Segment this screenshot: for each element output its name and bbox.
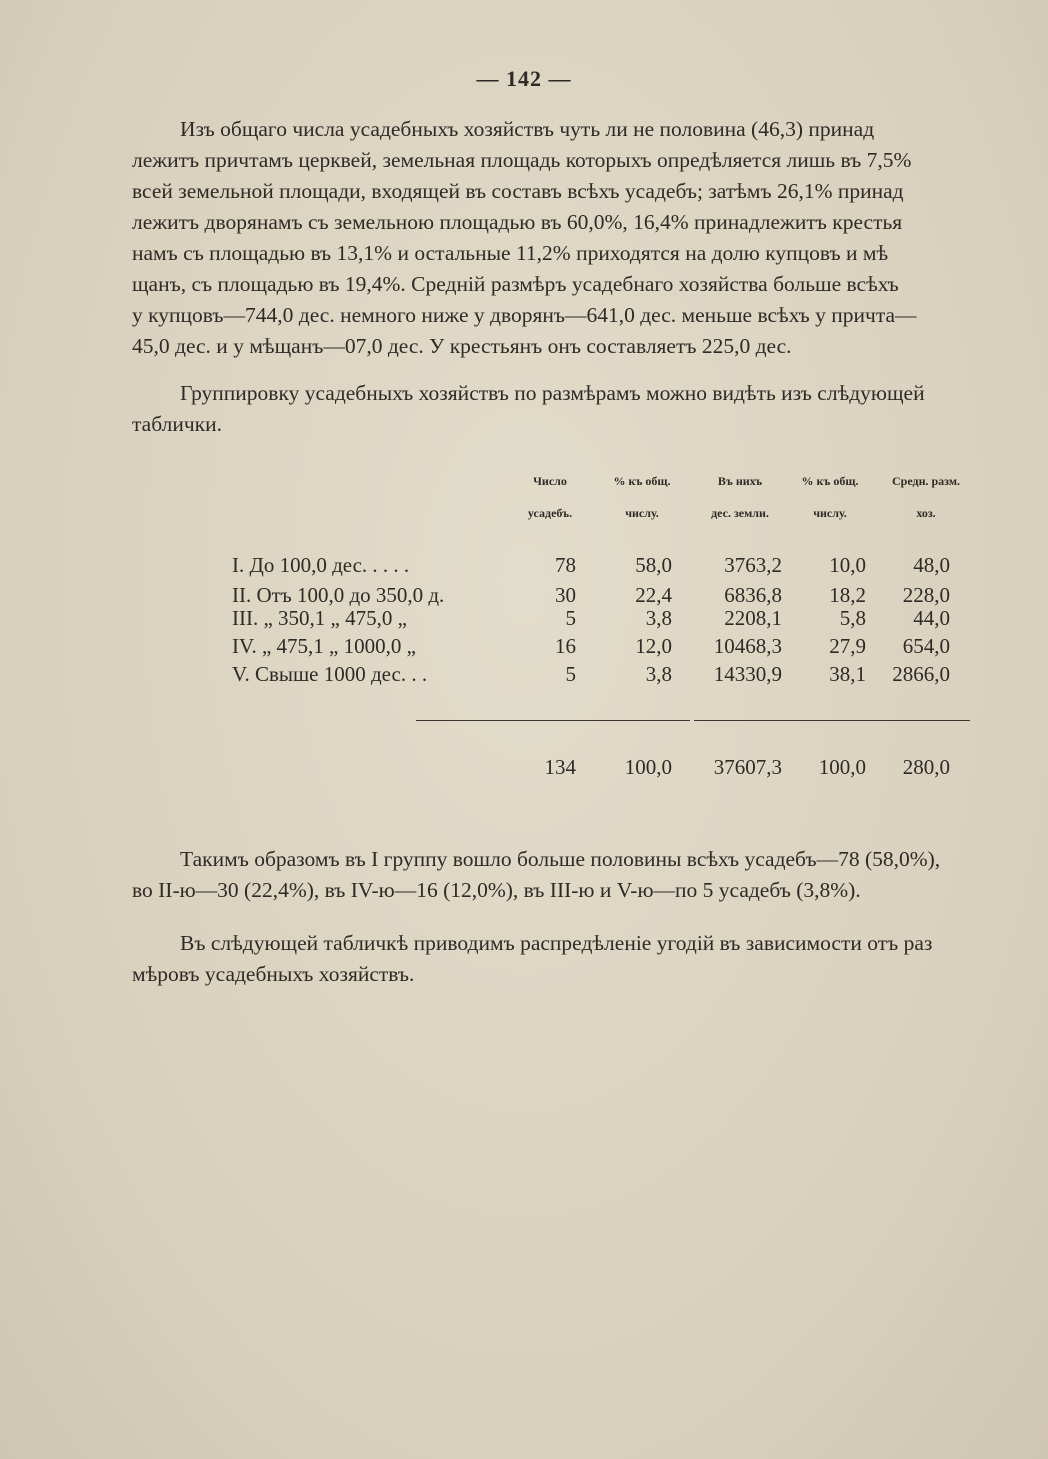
column-header: % къ общ. <box>801 474 859 488</box>
cell-land-percent: 5,8 <box>839 606 866 630</box>
cell-count: 5 <box>565 606 576 630</box>
cell-land-percent: 10,0 <box>829 553 866 577</box>
row-label: IV. „ 475,1 „ 1000,0 „ <box>232 634 416 658</box>
column-header: % къ общ. <box>613 474 671 488</box>
cell-land: 10468,3 <box>713 634 782 658</box>
total-percent: 100,0 <box>624 755 672 779</box>
text-line: Въ слѣдующей табличкѣ приводимъ распредѣленіе угодій въ зависимости отъ раз <box>180 931 933 955</box>
row-label: II. Отъ 100,0 до 350,0 д. <box>232 583 445 607</box>
cell-count: 16 <box>555 634 576 658</box>
table-rule <box>694 720 970 721</box>
text-line: намъ съ площадью въ 13,1% и остальные 11,2% приходятся на долю купцовъ и мѣ <box>132 241 889 265</box>
cell-percent: 3,8 <box>645 606 672 630</box>
row-label: V. Свыше 1000 дес. . . <box>232 662 428 686</box>
cell-land-percent: 18,2 <box>829 583 866 607</box>
cell-count: 78 <box>555 553 576 577</box>
column-header: Число <box>533 474 567 488</box>
cell-land-percent: 27,9 <box>829 634 866 658</box>
cell-percent: 12,0 <box>635 634 672 658</box>
paragraph-group-summary <box>132 844 1048 906</box>
cell-percent: 3,8 <box>645 662 672 686</box>
column-header: числу. <box>813 506 847 520</box>
column-header: числу. <box>625 506 659 520</box>
cell-average: 228,0 <box>902 583 950 607</box>
row-label: III. „ 350,1 „ 475,0 „ <box>232 606 407 630</box>
text-line: 45,0 дес. и у мѣщанъ—07,0 дес. У крестьянъ онъ составляетъ 225,0 дес. <box>132 334 792 358</box>
cell-land: 6836,8 <box>724 583 782 607</box>
cell-percent: 58,0 <box>635 553 672 577</box>
paragraph-next-table-intro <box>132 928 1048 990</box>
text-line: Изъ общаго числа усадебныхъ хозяйствъ чуть ли не половина (46,3) принад <box>180 117 875 141</box>
cell-percent: 22,4 <box>635 583 672 607</box>
text-line: лежитъ причтамъ церквей, земельная площадь которыхъ опредѣляется лишь въ 7,5% <box>132 148 912 172</box>
total-average: 280,0 <box>902 755 950 779</box>
paragraph-table-intro <box>132 378 1048 440</box>
total-land: 37607,3 <box>713 755 782 779</box>
cell-land: 14330,9 <box>713 662 782 686</box>
paragraph-households-by-estate <box>132 114 1048 362</box>
column-header: Въ нихъ <box>717 474 763 488</box>
cell-average: 2866,0 <box>892 662 950 686</box>
column-header: дес. земли. <box>711 506 769 520</box>
text-line: всей земельной площади, входящей въ составъ всѣхъ усадебъ; затѣмъ 26,1% принад <box>132 179 904 203</box>
text-line: лежитъ дворянамъ съ земельною площадью въ 60,0%, 16,4% принадлежитъ крестья <box>132 210 903 234</box>
cell-land-percent: 38,1 <box>829 662 866 686</box>
text-line: у купцовъ—744,0 дес. немного ниже у дворянъ—641,0 дес. меньше всѣхъ у причта— <box>132 303 917 327</box>
cell-count: 5 <box>565 662 576 686</box>
text-line: Группировку усадебныхъ хозяйствъ по размѣрамъ можно видѣть изъ слѣдующей <box>180 381 925 405</box>
column-header: усадебъ. <box>527 506 573 520</box>
cell-average: 44,0 <box>913 606 950 630</box>
table-rule <box>416 720 690 721</box>
text-line: мѣровъ усадебныхъ хозяйствъ. <box>132 962 415 986</box>
text-line: Такимъ образомъ въ I группу вошло больше половины всѣхъ усадебъ—78 (58,0%), <box>180 847 941 871</box>
cell-average: 654,0 <box>902 634 950 658</box>
text-line: таблички. <box>132 412 222 436</box>
text-line: во II-ю—30 (22,4%), въ IV-ю—16 (12,0%), въ III-ю и V-ю—по 5 усадебъ (3,8%). <box>132 878 861 902</box>
cell-average: 48,0 <box>913 553 950 577</box>
column-header: хоз. <box>916 506 936 520</box>
text-line: щанъ, съ площадью въ 19,4%. Средній размѣръ усадебнаго хозяйства больше всѣхъ <box>132 272 899 296</box>
cell-land: 3763,2 <box>724 553 782 577</box>
cell-land: 2208,1 <box>724 606 782 630</box>
column-header: Средн. разм. <box>892 474 960 488</box>
row-label: I. До 100,0 дес. . . . . <box>232 553 410 577</box>
cell-count: 30 <box>555 583 576 607</box>
page-number: — 142 — <box>476 66 572 91</box>
total-count: 134 <box>544 755 576 779</box>
total-land-percent: 100,0 <box>818 755 866 779</box>
